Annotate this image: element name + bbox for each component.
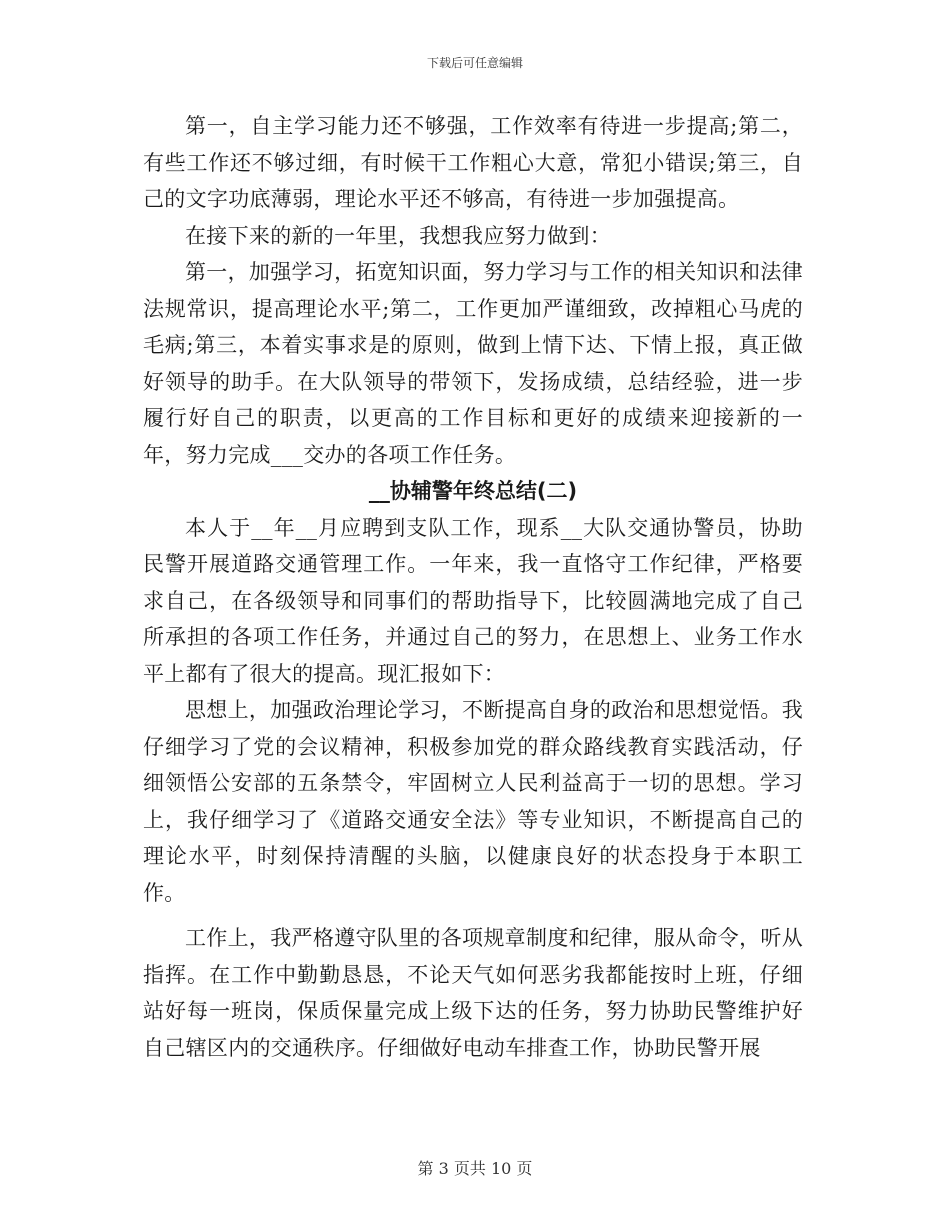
- document-body: [143, 108, 803, 1066]
- paragraph-work: 工作上，我严格遵守队里的各项规章制度和纪律，服从命令，听从指挥。在工作中勤勤恳恳，不论天气如何恶劣我都能按时上班，仔细站好每一班岗，保质保量完成上级下达的任务，努力协助民警维护好自己辖区内的交通秩序。仔细做好电动车排查工作，协助民警开展: [143, 926, 803, 1060]
- paragraph-ideology: 思想上，加强政治理论学习，不断提高自身的政治和思想觉悟。我仔细学习了党的会议精神，积极参加党的群众路线教育实践活动，仔细领悟公安部的五条禁令，牢固树立人民利益高于一切的思想。学习上，我仔细学习了《道路交通安全法》等专业知识，不断提高自己的理论水平，时刻保持清醒的头脑，以健康良好的状态投身于本职工作。: [143, 698, 803, 905]
- section-title: __协辅警年终总结(二): [368, 479, 578, 503]
- paragraph-intent: 在接下来的新的一年里，我想我应努力做到：: [185, 223, 611, 248]
- paragraph-introduction: 本人于__年__月应聘到支队工作，现系__大队交通协警员，协助民警开展道路交通管理工作。一年来，我一直恪守工作纪律，严格要求自己，在各级领导和同事们的帮助指导下，比较圆满地完成了自己所承担的各项工作任务，并通过自己的努力，在思想上、业务工作水平上都有了很大的提高。现汇报如下：: [143, 515, 803, 686]
- page-number: 第 3 页共 10 页: [417, 1159, 533, 1178]
- paragraph-shortcomings: 第一，自主学习能力还不够强，工作效率有待进一步提高;第二，有些工作还不够过细，有时候干工作粗心大意，常犯小错误;第三，自己的文字功底薄弱，理论水平还不够高，有待进一步加强提高。: [143, 114, 803, 211]
- page-header: 下载后可任意编辑: [426, 56, 523, 70]
- paragraph-plans: 第一，加强学习，拓宽知识面，努力学习与工作的相关知识和法律法规常识，提高理论水平;第二，工作更加严谨细致，改掉粗心马虎的毛病;第三，本着实事求是的原则，做到上情下达、下情上报，真正做好领导的助手。在大队领导的带领下，发扬成绩，总结经验，进一步履行好自己的职责，以更高的工作目标和更好的成绩来迎接新的一年，努力完成___交办的各项工作任务。: [143, 260, 803, 467]
